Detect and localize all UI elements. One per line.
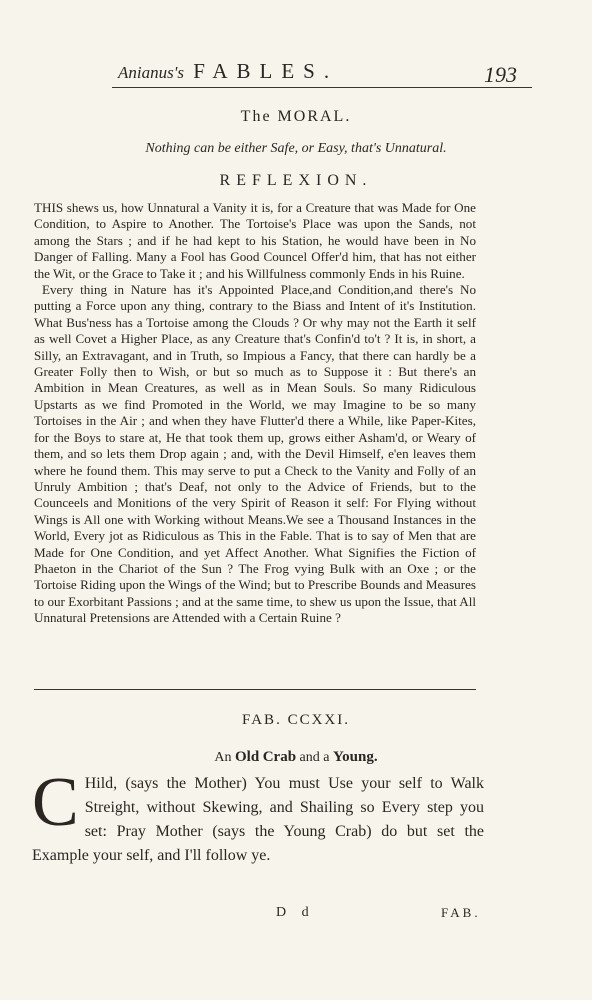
header-rule bbox=[112, 87, 532, 88]
reflexion-paragraph-1: THIS shews us, how Unnatural a Vanity it is, for a Creature that was Made for One Condition, to Aspire to Another. The Tortoise's Place was upon the Sands, not among the Stars ; and if he had kept to his Station, he would have been in No Danger of Falling. Many a Fool has Good Councel Offer'd him, that has not either the Wit, or the Grace to Take it ; and his Willfulness commonly Ends in his Ruine. bbox=[34, 200, 476, 281]
fable-title-old: Old bbox=[235, 749, 260, 765]
page-number: 193 bbox=[484, 62, 517, 87]
running-head-author: Anianus's bbox=[118, 63, 184, 82]
reflexion-heading: REFLEXION. bbox=[219, 172, 373, 189]
fable-body bbox=[32, 764, 484, 868]
fable-title-prefix: An bbox=[214, 750, 232, 765]
catchword: FAB. bbox=[441, 905, 481, 920]
running-head bbox=[118, 58, 358, 84]
fable-title-and: and a bbox=[299, 750, 330, 765]
drop-cap: C bbox=[32, 764, 79, 841]
section-divider bbox=[34, 689, 476, 690]
fable-title-crab: Crab bbox=[262, 749, 297, 765]
moral-text: Nothing can be either Safe, or Easy, that's Unnatural. bbox=[145, 141, 447, 156]
moral-heading: The MORAL. bbox=[240, 108, 352, 125]
reflexion-paragraph-2: Every thing in Nature has it's Appointed Place,and Condition,and there's No putting a Force upon any thing, contrary to the Biass and Intent of it's Institution. What Bus'ness has a Tortoise among the Clouds ? Or why may not the Earth it self as well Covet a Higher Place, as any Creature that's Confin'd to't ? It is, in short, a Silly, an Extravagant, and in Truth, so Impious a Fancy, that there can hardly be a Greater Folly then to Wish, or but so much as to Suppose it : But there's an Ambition in Mean Creatures, as well as in Mean Souls. So many Ridiculous Upstarts as we find Promoted in the World, we may Imagine to be so many Tortoises in the Air ; and when they have Flutter'd there a While, like Paper-Kites, for the Boys to stare at, He that took them up, grows either Asham'd, or Weary of them, and so lets them Drop again ; and, with the Devil Himself, e'en leaves them where he found them. This may serve to put a Check to the Vanity and Folly of an Unruly Ambition ; that's Deaf, not only to the Advice of Friends, but to the Counceels and Monitions of the very Spirit of Reason it self: For Flying without Wings is All one with Working without Means.We see a Thousand Instances in the World, Every jot as Ridiculous as This in the Fable. That is to say of Men that are Made for One Condition, and yet Affect Another. What Signifies the Fiction of Phaeton in the Chariot of the Sun ? The Frog vying Bulk with an Oxe ; or the Tortoise Riding upon the Wings of the Wind; but to Prescribe Bounds and Measures to our Exorbitant Passions ; and at the same time, to shew us upon the Issue, that All Unnatural Pretensions are Attended with a Certain Ruine ? bbox=[34, 282, 476, 626]
running-head-title: FABLES. bbox=[193, 59, 339, 83]
signature-mark: D d bbox=[276, 905, 315, 920]
fable-heading: FAB. CCXXI. bbox=[242, 712, 350, 728]
reflexion-body bbox=[34, 200, 476, 627]
fable-text: Hild, (says the Mother) You must Use your self to Walk Streight, without Skewing, and Shailing so Every step you set: Pray Mother (says the Young Crab) do but set the Example your self, and I'll follow ye. bbox=[32, 775, 484, 864]
fable-title-young: Young. bbox=[332, 749, 378, 765]
fable-title bbox=[0, 747, 592, 768]
